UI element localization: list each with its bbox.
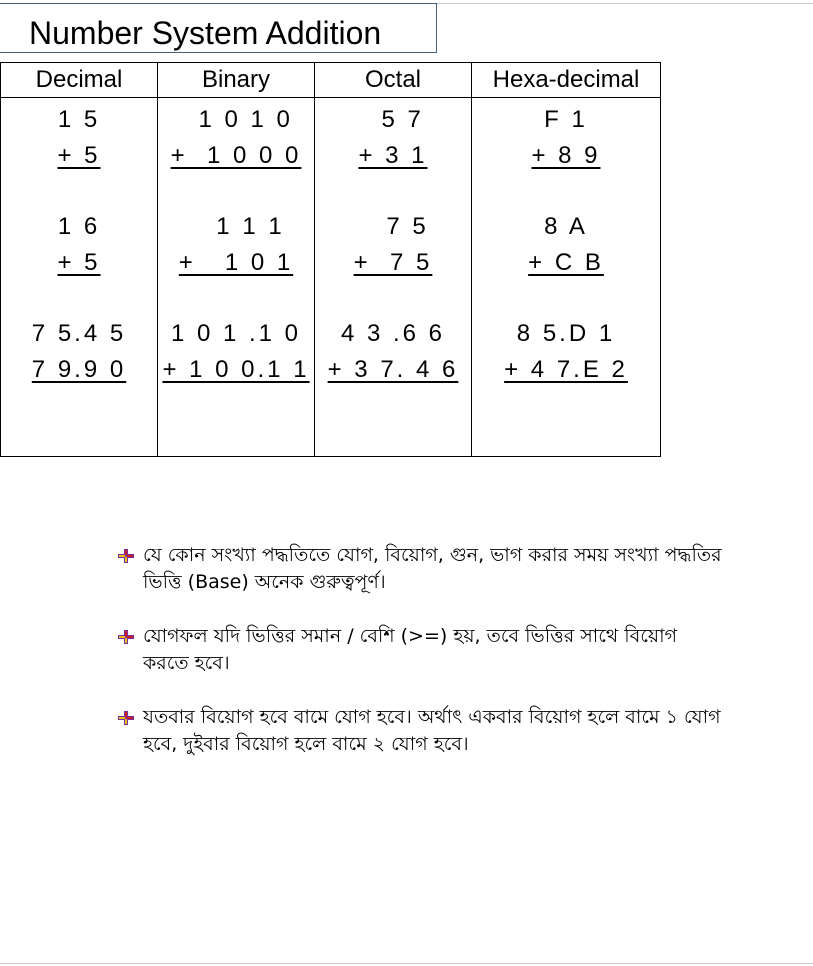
addition-problem [1, 312, 157, 419]
table-row [1, 98, 661, 457]
addition-problem [1, 205, 157, 312]
addend-top: 1 0 1 .1 0 [170, 320, 302, 347]
bullet-icon [118, 630, 134, 644]
addend-bottom: + 8 9 [531, 142, 601, 169]
note-text: যতবার বিয়োগ হবে বামে যোগ হবে। অর্থাৎ একবার বিয়োগ হলে বামে ১ যোগ হবে, দুইবার বিয়োগ হলে বামে ২ যোগ হবে। [143, 706, 721, 755]
addend-bottom: + 3 7. 4 6 [327, 356, 459, 383]
bullet-icon [118, 711, 134, 725]
decimal-column [1, 98, 158, 457]
addend-top: 1 1 1 [187, 213, 285, 240]
table-header-row [1, 63, 661, 98]
addend-bottom: + 5 [57, 249, 101, 276]
octal-column [315, 98, 472, 457]
addition-problem [472, 312, 660, 419]
addend-bottom: + 1 0 1 [178, 249, 294, 276]
header-decimal: Decimal [1, 63, 158, 98]
addend-top: 5 7 [362, 106, 424, 133]
addition-problem [158, 312, 314, 419]
top-divider [437, 3, 813, 4]
hexadecimal-column [472, 98, 661, 457]
addend-top: 1 6 [57, 213, 101, 240]
addition-problem [315, 312, 471, 419]
addend-bottom: 7 9.9 0 [31, 356, 127, 383]
page-title: Number System Addition [29, 15, 382, 51]
addend-bottom: + C B [528, 249, 604, 276]
addend-top: 8 A [544, 213, 588, 240]
binary-column [158, 98, 315, 457]
addition-problem [158, 98, 314, 205]
addition-problem [315, 205, 471, 312]
note-text: যোগফল যদি ভিত্তির সমান / বেশি (>=) হয়, তবে ভিত্তির সাথে বিয়োগ করতে হবে। [143, 625, 678, 674]
addend-bottom: + 1 0 0 0 [170, 142, 302, 169]
addition-problem [315, 98, 471, 205]
list-item [116, 704, 726, 758]
addend-top: 7 5.4 5 [31, 320, 127, 347]
note-text: যে কোন সংখ্যা পদ্ধতিতে যোগ, বিয়োগ, গুন, ভাগ করার সময় সংখ্যা পদ্ধতির ভিত্তি (Base) অনেক গুরুত্বপূর্ণ। [143, 544, 722, 593]
addition-problem [1, 98, 157, 205]
addend-top: 1 0 1 0 [179, 106, 293, 133]
addend-top: 8 5.D 1 [516, 320, 616, 347]
addend-bottom: + 1 0 0.1 1 [162, 356, 310, 383]
list-item [116, 542, 726, 596]
addition-problem [472, 205, 660, 312]
bullet-icon [118, 549, 134, 563]
bottom-divider [0, 963, 813, 964]
addend-bottom: + 5 [57, 142, 101, 169]
addend-bottom: + 3 1 [358, 142, 428, 169]
addend-top: F 1 [544, 106, 588, 133]
header-binary: Binary [158, 63, 315, 98]
title-box [0, 3, 437, 53]
addend-top: 1 5 [57, 106, 101, 133]
addend-top: 7 5 [357, 213, 429, 240]
header-octal: Octal [315, 63, 472, 98]
header-hexadecimal: Hexa-decimal [472, 63, 661, 98]
notes-list [116, 542, 726, 785]
addition-table [0, 62, 661, 457]
addition-problem [472, 98, 660, 205]
list-item [116, 623, 726, 677]
addend-top: 4 3 .6 6 [340, 320, 446, 347]
addend-bottom: + 7 5 [353, 249, 433, 276]
addition-problem [158, 205, 314, 312]
addend-bottom: + 4 7.E 2 [504, 356, 628, 383]
